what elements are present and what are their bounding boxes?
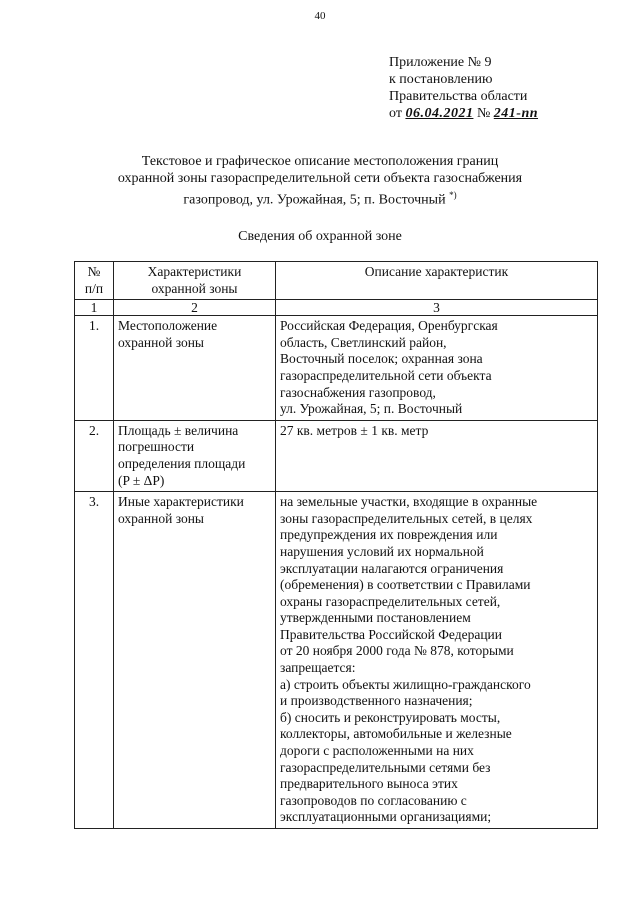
index-cell: 1 [75,300,114,316]
cell-text-line: Российская Федерация, Оренбургская [280,318,498,334]
document-title [100,153,540,209]
cell-text-line: предупреждения их повреждения или [280,527,498,543]
cell-text-line: определения площади [118,455,246,471]
title-line-1: Текстовое и графическое описание местоположения границ [141,154,499,169]
cell-text-line: нарушения условий их нормальной [280,543,484,559]
cell-text-line: предварительного выноса этих [280,776,458,792]
cell-text-line: от 20 ноября 2000 года № 878, которыми [280,643,514,659]
cell-text-line: ул. Урожайная, 5; п. Восточный [280,401,463,417]
cell-text-line: на земельные участки, входящие в охранные [280,494,538,510]
title-line-2: охранной зоны газораспределительной сети объекта газоснабжения [117,171,523,186]
row-description [276,492,598,829]
section-subtitle: Сведения об охранной зоне [238,229,402,244]
row-number: 3. [75,492,114,829]
appendix-date-line [389,105,538,122]
handwritten-number: 241-пп [493,106,539,121]
handwritten-date: 06.04.2021 [405,106,474,121]
cell-text-line: Правительства Российской Федерации [280,626,502,642]
cell-text-line: область, Светлинский район, [280,334,447,350]
cell-text-line: (обременения) в соответствии с Правилами [280,577,531,593]
appendix-block [389,54,538,122]
cell-text-line: зоны газораспределительных сетей, в целях [280,510,533,526]
cell-text-line: б) сносить и реконструировать мосты, [280,709,501,725]
row-number: 2. [75,420,114,491]
header-col-characteristics: Характеристики охранной зоны [114,262,276,300]
table-index-row [75,300,598,316]
appendix-line-2: к постановлению [389,72,493,87]
date-prefix: от [389,106,402,121]
cell-text-line: Площадь ± величина [118,422,239,438]
cell-text-line: эксплуатации налагаются ограничения [280,560,504,576]
cell-text-line: а) строить объекты жилищно-гражданского [280,676,531,692]
title-line-3: газопровод, ул. Урожайная, 5; п. Восточный *) [183,190,457,208]
row-characteristic [114,420,276,491]
index-cell: 2 [114,300,276,316]
cell-text-line: охранной зоны [118,334,205,350]
cell-text-line: и производственного назначения; [280,693,473,709]
cell-text-line: охранной зоны [118,510,205,526]
cell-text-line: эксплуатационными организациями; [280,809,492,825]
row-characteristic [114,316,276,421]
cell-text-line: газораспределительной сети объекта [280,367,492,383]
cell-text-line: Восточный поселок; охранная зона [280,351,483,367]
page-number: 40 [314,10,326,22]
row-number: 1. [75,316,114,421]
header-col-description: Описание характеристик [276,262,598,300]
cell-text-line: газораспределительными сетями без [280,759,491,775]
cell-text-line: 27 кв. метров ± 1 кв. метр [280,422,429,438]
index-cell: 3 [276,300,598,316]
cell-text-line: охраны газораспределительных сетей, [280,593,501,609]
cell-text-line: Иные характеристики [118,494,244,510]
appendix-line-3: Правительства области [389,89,528,104]
header-col-number: № п/п [75,262,114,300]
table-row [75,420,598,491]
cell-text-line: погрешности [118,439,195,455]
zone-info-table [74,261,598,829]
cell-text-line: газопроводов по согласованию с [280,792,467,808]
row-characteristic [114,492,276,829]
cell-text-line: дороги с расположенными на них [280,743,474,759]
cell-text-line: коллекторы, автомобильные и железные [280,726,512,742]
cell-text-line: утвержденными постановлением [280,610,471,626]
cell-text-line: (P ± ΔP) [118,472,165,488]
table-row [75,316,598,421]
appendix-line-1: Приложение № 9 [389,55,492,70]
row-description [276,420,598,491]
cell-text-line: Местоположение [118,318,218,334]
row-description [276,316,598,421]
table-row [75,492,598,829]
number-prefix: № [476,106,491,121]
footnote-mark: *) [449,190,457,200]
cell-text-line: газоснабжения газопровод, [280,384,436,400]
table-header-row [75,262,598,300]
cell-text-line: запрещается: [280,660,356,676]
